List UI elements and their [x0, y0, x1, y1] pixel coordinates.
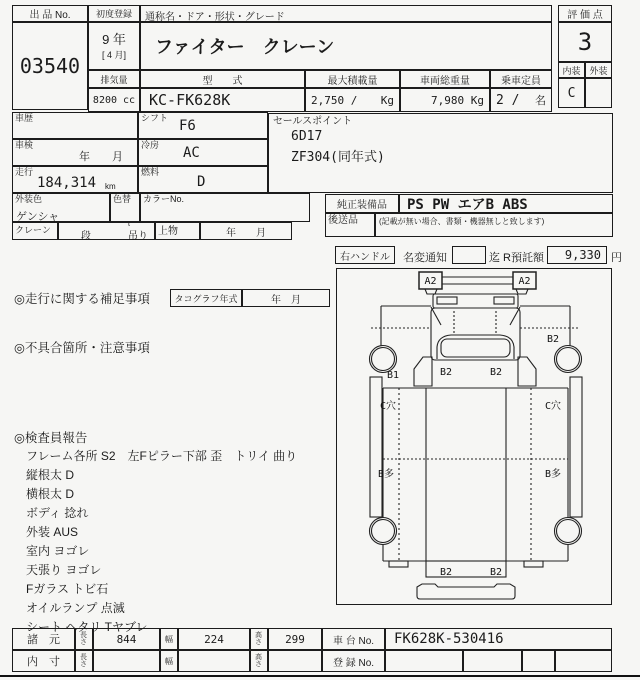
lot-no-header: 出 品 No. [12, 5, 88, 22]
capacity-number: 2 / [496, 92, 520, 108]
inspector-line: シート ヘタリ Tヤブレ [26, 620, 148, 634]
inspection-value: 年 月 [79, 151, 123, 163]
history-label: 車歴 [15, 113, 34, 123]
interior-grade-header: 内装 [558, 62, 585, 78]
lot-no-value: 03540 [12, 22, 88, 110]
length-label: 長さ [75, 628, 93, 650]
fuel-label: 燃料 [141, 167, 160, 177]
body-equipment-value: 年 月 [200, 222, 292, 240]
until-label: 迄 [489, 252, 500, 264]
inspection-cell [12, 139, 138, 166]
ac-value: AC [183, 145, 200, 161]
exterior-color-label: 外装色 [15, 194, 43, 204]
damage-code-rear-right: B2 [490, 567, 503, 578]
truck-top-view-diagram [337, 269, 611, 604]
later-items-label: 後送品 [328, 215, 358, 226]
score-value: 3 [558, 22, 612, 62]
mileage-value: 184,314 [37, 175, 97, 191]
later-items-label-cell [325, 213, 375, 237]
shift-label: シフト [141, 113, 169, 123]
mileage-label: 走行 [15, 167, 34, 177]
inspector-report-title: ◎検査員報告 [14, 431, 88, 445]
capacity-value [490, 88, 552, 112]
sales-point-label: セールスポイント [273, 116, 353, 127]
inspection-label: 車検 [15, 140, 34, 150]
inner-dims-row-label: 内 寸 [12, 650, 75, 672]
inspector-line: フレーム各所 S2 左Fピラー下部 歪 トリイ 曲り [26, 449, 298, 463]
displacement-value: 8200 cc [88, 88, 140, 112]
color-no-cell [140, 193, 310, 222]
exterior-color-value: ゲンシャ [16, 211, 60, 223]
damage-code-front-left: B1 [387, 370, 400, 381]
damage-code-front-right: B2 [547, 334, 560, 345]
later-items-note: (記載が無い場合、書類・機器無しと致します) [379, 217, 545, 226]
crane-lift-label: 吊り [128, 231, 148, 242]
payload-number: 2,750 / [311, 93, 358, 107]
inner-height-label: 高さ [250, 650, 268, 672]
crane-stages-label: 段 [81, 231, 91, 242]
first-reg-year: 9 年 [102, 32, 126, 47]
inspector-line: 外装 AUS [26, 525, 79, 539]
exterior-grade-value [585, 78, 612, 108]
mileage-unit: km [105, 182, 116, 191]
model-code-value: KC-FK628K [140, 88, 305, 112]
fuel-cell [138, 166, 268, 193]
inspector-line: 室内 ヨゴレ [26, 544, 90, 558]
length-value: 844 [93, 628, 160, 650]
color-no-label: カラーNo. [143, 194, 185, 204]
inner-width-value [178, 650, 250, 672]
first-registration-value [88, 22, 140, 70]
registration-no-label: 登 録 No. [322, 650, 385, 672]
yen-label: 円 [611, 252, 622, 264]
inner-height-value [268, 650, 322, 672]
fuel-value: D [197, 174, 206, 190]
inspector-line: オイルランプ 点滅 [26, 601, 125, 615]
tachograph-value: 年 月 [242, 289, 330, 307]
payload-unit: Kg [380, 93, 394, 107]
ac-label: 冷房 [141, 140, 160, 150]
registration-no-cell [463, 650, 522, 672]
first-registration-header: 初度登録 [88, 5, 140, 22]
score-header: 評 価 点 [558, 5, 612, 22]
crane-spec-cell [58, 222, 155, 240]
damage-code-mirror-right: A2 [518, 276, 531, 287]
vehicle-name-value: ファイター クレーン [140, 22, 552, 70]
chassis-no-label: 車 台 No. [322, 628, 385, 650]
damage-code-cab-left: B2 [440, 367, 453, 378]
height-label: 高さ [250, 628, 268, 650]
displacement-header: 排気量 [88, 70, 140, 88]
dimensions-row-label: 諸 元 [12, 628, 75, 650]
color-change-cell [110, 193, 140, 222]
mileage-note-title: ◎走行に関する補足事項 [14, 292, 150, 306]
inspector-line: 縦根太 D [26, 468, 75, 482]
inspector-line: ボディ 捻れ [26, 506, 89, 520]
chassis-no-value: FK628K-530416 [385, 628, 612, 650]
exterior-grade-header: 外装 [585, 62, 612, 78]
exterior-color-cell [12, 193, 110, 222]
damage-code-side-left-hole: C穴 [380, 401, 397, 412]
damage-code-side-right-hole: C穴 [545, 401, 562, 412]
first-reg-month: [ 4 月] [101, 50, 126, 60]
registration-no-cell [555, 650, 612, 672]
damage-code-side-right-many: B多 [545, 469, 562, 480]
payload-value [305, 88, 400, 112]
shift-value: F6 [179, 118, 196, 134]
history-cell [12, 112, 138, 139]
gvw-header: 車両総重量 [400, 70, 490, 88]
damage-code-mirror-left: A2 [424, 276, 437, 287]
height-value: 299 [268, 628, 322, 650]
crane-label: クレーン [15, 225, 51, 235]
name-change-label: 名変通知 [403, 252, 447, 264]
name-change-box [452, 246, 486, 264]
color-change-label: 色替 [113, 194, 132, 204]
recycle-deposit-value: 9,330 [547, 246, 607, 264]
body-equipment-label: 上物 [158, 226, 178, 237]
sales-point-line: ZF304(同年式) [291, 150, 385, 165]
payload-header: 最大積載量 [305, 70, 400, 88]
damage-code-cab-right: B2 [490, 367, 503, 378]
sales-point-box [268, 113, 613, 193]
model-code-header: 型 式 [140, 70, 305, 88]
crane-cell [12, 222, 58, 240]
steering-badge: 右ハンドル [335, 246, 395, 264]
inspector-line: 横根太 D [26, 487, 75, 501]
sales-point-line: 6D17 [291, 129, 323, 144]
registration-no-cell [385, 650, 463, 672]
bottom-rule [0, 675, 640, 677]
ac-cell [138, 139, 268, 166]
width-label: 幅 [160, 628, 178, 650]
capacity-unit: 名 [535, 95, 546, 107]
inspector-line: 天張り ヨゴレ [26, 563, 102, 577]
inner-length-label: 長さ [75, 650, 93, 672]
gvw-value: 7,980 Kg [400, 88, 490, 112]
oem-equipment-value: PS PW エアB ABS [399, 194, 613, 213]
capacity-header: 乗車定員 [490, 70, 552, 88]
later-items-note-cell [375, 213, 613, 237]
body-equipment-cell [155, 222, 200, 240]
inspector-line: Fガラス トビ石 [26, 582, 109, 596]
shift-cell [138, 112, 268, 139]
crane-ton-label: t [128, 221, 130, 228]
inner-length-value [93, 650, 160, 672]
inner-width-label: 幅 [160, 650, 178, 672]
registration-no-cell [522, 650, 555, 672]
mileage-cell [12, 166, 138, 193]
damage-code-rear-left: B2 [440, 567, 453, 578]
damage-diagram-box [336, 268, 612, 605]
damage-code-side-left-many: B多 [378, 469, 395, 480]
oem-equipment-label: 純正装備品 [325, 194, 399, 213]
interior-grade-value: C [558, 78, 585, 108]
vehicle-name-header: 通称名・ドア・形状・グレード [140, 5, 552, 22]
recycle-deposit-label: R預託額 [503, 252, 544, 264]
width-value: 224 [178, 628, 250, 650]
tachograph-label: タコグラフ年式 [170, 289, 242, 307]
defect-title: ◎不具合箇所・注意事項 [14, 341, 150, 355]
